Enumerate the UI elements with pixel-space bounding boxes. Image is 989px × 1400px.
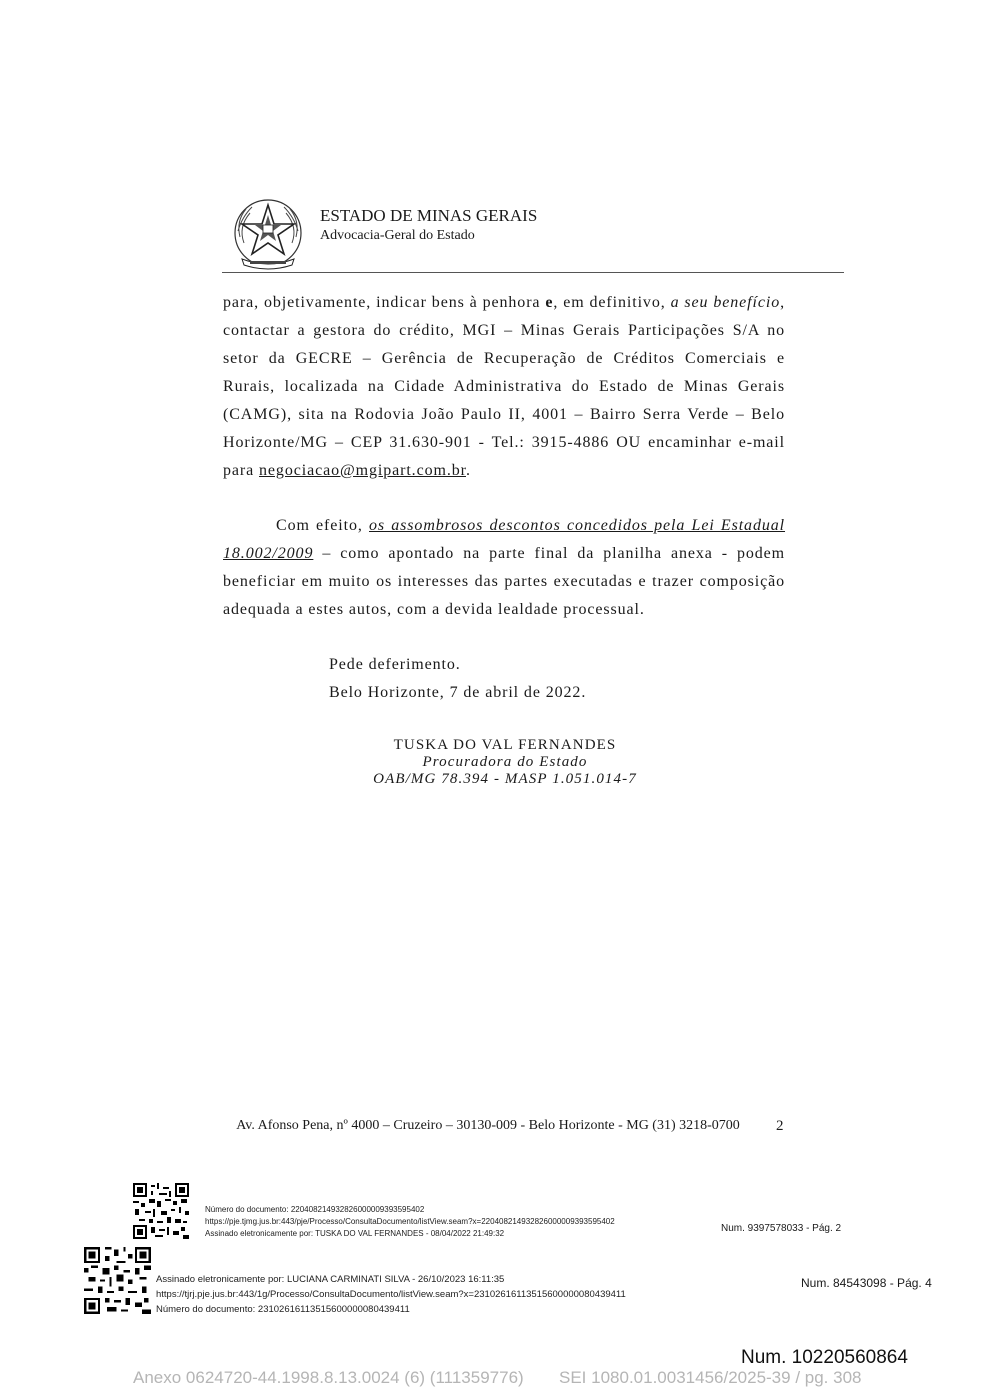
stamp1-url[interactable]: https://pje.tjmg.jus.br:443/pje/Processo/ConsultaDocumento/listView.seam?x=22040821493282600000939359540​2 [205, 1217, 615, 1226]
p1-text-2: , em definitivo, [553, 294, 671, 311]
p1-text-1: para, objetivamente, indicar bens à penhora [223, 294, 546, 311]
footer-address: Av. Afonso Pena, nº 4000 – Cruzeiro – 30130-009 - Belo Horizonte - MG (31) 3218-0700 [236, 1118, 740, 1133]
stamp1-document-number: Número do documento: 22040821493282600000939359540​2 [205, 1205, 425, 1214]
stamp2-num-page: Num. 84543098 - Pág. 4 [801, 1276, 932, 1290]
p2-text-2: – como apontado na parte final da planilha anexa - podem beneficiar em muito os interesses das partes executadas e trazer composição adequada a estes autos, com a devida lealdade processual. [223, 545, 785, 618]
p1-text-4: . [465, 462, 471, 479]
closing-request: Pede deferimento. [329, 656, 461, 673]
paragraph-1 [223, 289, 785, 485]
bottom-document-number: Num. 10220560864 [741, 1347, 908, 1368]
header-divider [222, 272, 844, 273]
signatory-role: Procuradora do Estado [422, 754, 588, 770]
signatory-name: TUSKA DO VAL FERNANDES [393, 737, 617, 753]
stamp2-signed-by: Assinado eletronicamente por: LUCIANA CARMINATI SILVA - 26/10/2023 16:11:35 [156, 1274, 505, 1285]
p2-italic-underlined-phrase: os assombrosos descontos concedidos pela Lei Estadual 18.002/2009 [223, 517, 786, 562]
p2-text-1: Com efeito, [276, 517, 370, 534]
p1-bold-e: e [545, 294, 554, 311]
stamp1-num-page: Num. 9397578033 - Pág. 2 [721, 1223, 842, 1234]
email-link[interactable]: negociacao@mgipart.com.br [259, 462, 466, 479]
closing-place-date: Belo Horizonte, 7 de abril de 2022. [329, 684, 587, 701]
footer-page-number: 2 [776, 1118, 784, 1134]
header-title: ESTADO DE MINAS GERAIS [320, 206, 538, 225]
stamp1-signed-by: Assinado eletronicamente por: TUSKA DO VAL FERNANDES - 08/04/2022 21:49:32 [205, 1229, 505, 1238]
stamp2-url[interactable]: https://tjrj.pje.jus.br:443/1g/Processo/ConsultaDocumento/listView.seam?x=23102616113515600000080439411 [156, 1289, 626, 1300]
annex-reference: Anexo 0624720-44.1998.8.13.0024 (6) (111359776) [133, 1368, 524, 1387]
p1-italic-phrase: a seu benefício [670, 294, 781, 311]
qr-code-icon [133, 1183, 189, 1239]
paragraph-2 [223, 512, 785, 624]
header-subtitle: Advocacia-Geral do Estado [320, 228, 475, 243]
p1-text-3: , contactar a gestora do crédito, MGI – Minas Gerais Participações S/A no setor da GECRE – Gerência de Recuperação de Créditos Comerciais e Rurais, localizada na Cidade Administrativa do Estado de Minas Gerais (CAMG), sita na Rodovia João Paulo II, 4001 – Bairro Serra Verde – Belo Horizonte/MG – CEP 31.630-901 - Tel.: 3915-4886 OU encaminhar e-mail para [223, 294, 786, 479]
state-coat-of-arms-seal [230, 197, 306, 273]
stamp2-document-number: Número do documento: 23102616113515600000080439411 [156, 1304, 410, 1315]
signatory-registry: OAB/MG 78.394 - MASP 1.051.014-7 [373, 771, 637, 787]
qr-code-icon [84, 1247, 151, 1314]
sei-reference: SEI 1080.01.0031456/2025-39 / pg. 308 [559, 1368, 862, 1387]
